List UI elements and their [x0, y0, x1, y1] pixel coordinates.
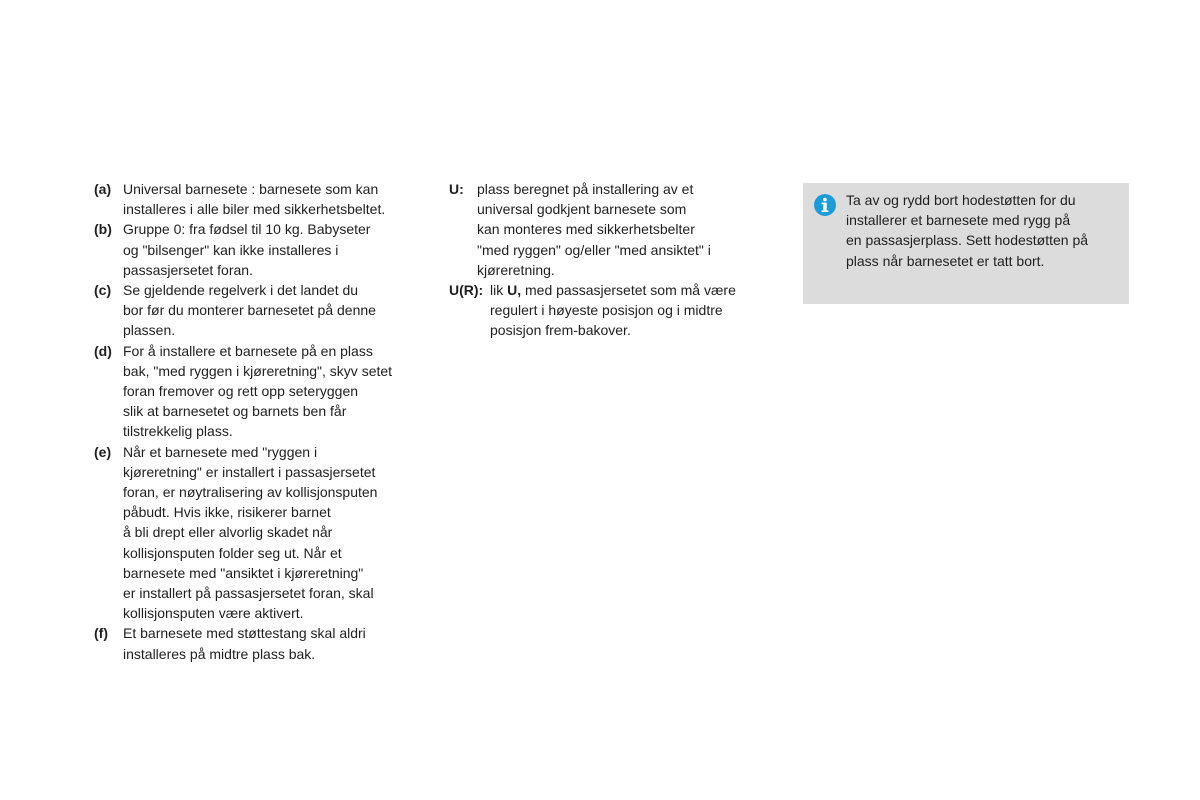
note-text: Et barnesete med støttestang skal aldri installeres på midtre plass bak. — [123, 625, 366, 662]
info-text: Ta av og rydd bort hodestøtten for du installerer et barnesete med rygg på en passasjerplass. Sett hodestøtten på plass når barnesetet er tatt bort. — [846, 192, 1089, 269]
info-box — [803, 183, 1129, 304]
note-text: Universal barnesete : barnesete som kan installeres i alle biler med sikkerhetsbeltet. — [123, 181, 386, 218]
note-label: U: — [449, 181, 464, 197]
note-e — [94, 442, 434, 624]
note-f — [94, 623, 434, 663]
note-c — [94, 280, 434, 341]
note-bold-ref: U, — [507, 282, 522, 299]
note-label: (a) — [94, 181, 112, 197]
note-a — [94, 179, 434, 219]
note-d — [94, 341, 434, 442]
note-text: For å installere et barnesete på en plass bak, "med ryggen i kjøreretning", skyv setet foran fremover og rett opp seteryggen slik at barnesetet og barnets ben får tilstrekkelig plass. — [123, 342, 393, 440]
note-text: Når et barnesete med "ryggen i kjøreretning" er installert i passasjersetet foran, er nøytralisering av kollisjonsputen påbudt. Hvis ikke, risikerer barnet å bli drept eller alvorlig skadet når kollisjonsputen folder seg ut. Når et barnesete med "ansiktet i kjøreretning" er installert på passasjersetet foran, skal kollisjonsputen være aktivert. — [123, 443, 378, 622]
note-text: Gruppe 0: fra fødsel til 10 kg. Babyseter og "bilsenger" kan ikke installeres i passasjersetet foran. — [123, 221, 371, 278]
note-label: (d) — [94, 342, 112, 359]
note-text-ur — [490, 280, 779, 341]
note-text: med passasjersetet som må være regulert i høyeste posisjon og i midtre posisjon frem-bakover. — [490, 282, 736, 339]
note-label: U(R): — [449, 282, 484, 299]
info-icon — [814, 194, 836, 216]
note-label: (e) — [94, 443, 112, 460]
note-text: Se gjeldende regelverk i det landet du bor før du monterer barnesetet på denne plassen. — [123, 282, 376, 339]
note-b — [94, 219, 434, 280]
note-label: (b) — [94, 221, 112, 238]
note-u — [449, 179, 779, 280]
note-label: (f) — [94, 625, 108, 642]
notes-column-middle — [449, 179, 779, 341]
note-ur — [449, 280, 779, 341]
note-text: plass beregnet på installering av et universal godkjent barnesete som kan monteres med sikkerhetsbelter "med ryggen" og/eller "med ansiktet" i kjøreretning. — [477, 181, 711, 278]
note-prefix: lik — [490, 282, 508, 299]
notes-column-left — [94, 179, 434, 664]
note-label: (c) — [94, 282, 112, 299]
